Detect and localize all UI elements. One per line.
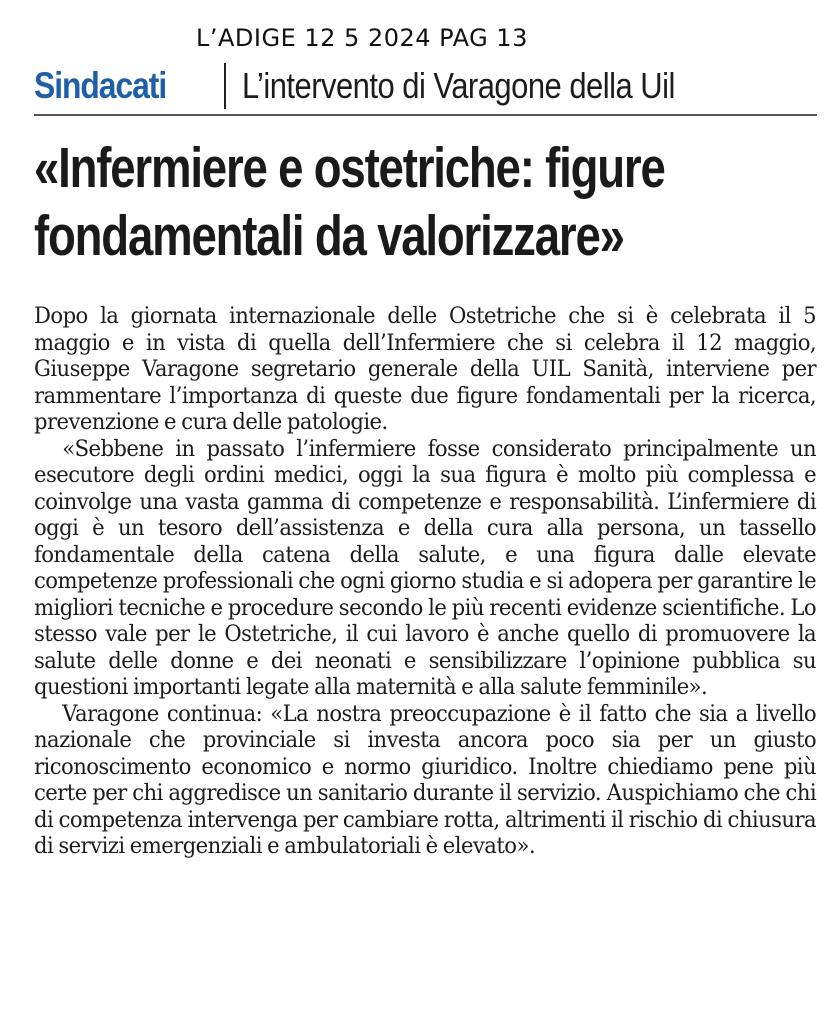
headline-line-1: «Infermiere e ostetriche: figure: [34, 136, 665, 200]
headline-line-2: fondamentali da valorizzare»: [34, 204, 624, 268]
section-label: Sindacati: [34, 65, 167, 106]
article-kicker: [34, 60, 817, 112]
kicker-topic: L’intervento di Varagone della Uil: [242, 65, 675, 106]
body-paragraph-3: Varagone continua: «La nostra preoccupazione è il fatto che sia a livello nazionale che provinciale si investa ancora poco sia per un giusto riconoscimento economico e normo giuridico. Inoltre chiediamo pene più certe per chi aggredisce un sanitario durante il servizio. Auspichiamo che chi di competenza intervenga per cambiare rotta, altrimenti il rischio di chiusura di servizi emergenziali e ambulatoriali è elevato».: [34, 700, 817, 859]
body-paragraph-1: Dopo la giornata internazionale delle Ostetriche che si è celebrata il 5 maggio e in vista di quella dell’Infermiere che si celebra il 12 maggio, Giuseppe Varagone segretario generale della UIL Sanità, interviene per rammentare l’importanza di queste due figure fondamentali per la ricerca, prevenzione e cura delle patologie.: [34, 303, 817, 435]
header-rule: [34, 114, 817, 116]
article-headline: [34, 134, 754, 270]
source-reference: L’ADIGE 12 5 2024 PAG 13: [196, 24, 528, 52]
kicker-divider: [224, 63, 226, 109]
body-paragraph-2: «Sebbene in passato l’infermiere fosse considerato principalmente un esecutore degli ordini medici, oggi la sua figura è molto più complessa e coinvolge una vasta gamma di competenze e responsabilità. L’infermiere di oggi è un tesoro dell’assistenza e della cura alla persona, un tassello fondamentale della catena della salute, e una figura dalle elevate competenze professionali che ogni giorno studia e si adopera per garantire le migliori tecniche e procedure secondo le più recenti evidenze scientifiche. Lo stesso vale per le Ostetriche, il cui lavoro è anche quello di promuovere la salute delle donne e dei neonati e sensibilizzare l’opinione pubblica su questioni importanti legate alla maternità e alla salute femminile».: [34, 435, 817, 700]
article-body: [34, 303, 816, 860]
